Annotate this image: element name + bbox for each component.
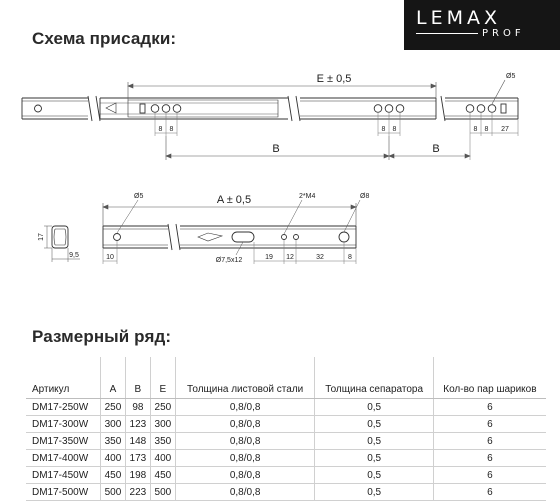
cell-b: 173 [125, 450, 150, 467]
cell-b: 198 [125, 467, 150, 484]
table-row [26, 484, 546, 501]
rail-bottom [103, 224, 356, 250]
size-table [26, 357, 546, 501]
spacing-label-4: 8 [392, 126, 397, 133]
m4-label: 2*M4 [299, 193, 316, 200]
cell-balls: 6 [433, 450, 546, 467]
rail-bottom-latch [198, 233, 222, 241]
cell-e: 350 [150, 433, 175, 450]
cell-steel: 0,8/0,8 [175, 433, 315, 450]
cell-balls: 6 [433, 433, 546, 450]
spacing-label-5: 8 [473, 126, 478, 133]
cell-article: DM17-500W [26, 484, 100, 501]
cell-balls: 6 [433, 416, 546, 433]
dimension-b-label-2: B [432, 143, 440, 155]
cell-b: 98 [125, 399, 150, 416]
cell-a: 300 [100, 416, 125, 433]
spacing-label-6: 8 [484, 126, 489, 133]
brand-logo [404, 0, 560, 50]
rail-latch [106, 103, 116, 113]
spacing-label-1: 8 [158, 126, 163, 133]
table-row [26, 433, 546, 450]
rail-slot-right [501, 104, 506, 113]
bottom-leaders [117, 200, 360, 255]
logo-brand-text: LEMAX [416, 7, 501, 29]
dimension-b-label-1: B [272, 143, 280, 155]
logo-sub-text: PROF [482, 28, 525, 39]
cell-steel: 0,8/0,8 [175, 399, 315, 416]
dimension-e [128, 82, 436, 100]
cell-article: DM17-250W [26, 399, 100, 416]
dimension-b [166, 136, 470, 160]
cell-article: DM17-300W [26, 416, 100, 433]
cell-article: DM17-350W [26, 433, 100, 450]
cell-a: 350 [100, 433, 125, 450]
dimension-e-label: E ± 0,5 [316, 73, 352, 85]
col-header-article: Артикул [26, 357, 100, 399]
col-header-b: B [125, 357, 150, 399]
cell-balls: 6 [433, 399, 546, 416]
spacing-label-3: 8 [381, 126, 386, 133]
cell-separator: 0,5 [315, 399, 433, 416]
cell-a: 500 [100, 484, 125, 501]
dimension-a-label: A ± 0,5 [216, 194, 252, 206]
table-row [26, 450, 546, 467]
cell-a: 450 [100, 467, 125, 484]
size-range-title: Размерный ряд: [32, 327, 172, 346]
cell-b: 223 [125, 484, 150, 501]
profile-width-label: 9,5 [69, 252, 79, 259]
chain-label-32: 32 [316, 254, 324, 261]
logo-rule [416, 33, 478, 34]
table-header-row [26, 357, 546, 399]
cell-a: 400 [100, 450, 125, 467]
profile-height-label: 17 [38, 233, 45, 241]
hole-small-label: Ø5 [134, 193, 144, 200]
drilling-scheme-title: Схема присадки: [32, 29, 177, 48]
dimension-a [103, 203, 356, 226]
cell-steel: 0,8/0,8 [175, 484, 315, 501]
top-hole-label: Ø5 [506, 73, 516, 80]
cell-article: DM17-400W [26, 450, 100, 467]
chain-label-19: 19 [265, 254, 273, 261]
chain-label-10: 10 [106, 254, 114, 261]
table-row [26, 416, 546, 433]
spacing-label-2: 8 [169, 126, 174, 133]
col-header-e: E [150, 357, 175, 399]
rail-hole-5 [385, 105, 393, 113]
cell-balls: 6 [433, 467, 546, 484]
rail-hole-7 [466, 105, 474, 113]
cell-steel: 0,8/0,8 [175, 416, 315, 433]
spacing-lines-right [470, 113, 518, 160]
hole-large-label: Ø8 [360, 193, 370, 200]
top-hole-leader [492, 80, 505, 104]
cell-b: 123 [125, 416, 150, 433]
rail-slot-left [140, 104, 145, 113]
rail-hole-1 [151, 105, 159, 113]
cell-article: DM17-450W [26, 467, 100, 484]
cell-separator: 0,5 [315, 416, 433, 433]
rail-bottom-hole-small [114, 234, 121, 241]
end-offset-label: 27 [501, 126, 509, 133]
table-row [26, 399, 546, 416]
cell-e: 450 [150, 467, 175, 484]
cell-separator: 0,5 [315, 433, 433, 450]
cell-separator: 0,5 [315, 467, 433, 484]
rail-hole-8 [477, 105, 485, 113]
col-header-separator-thickness: Толщина сепаратора [315, 357, 433, 399]
rail-left-hole [35, 105, 42, 112]
rail-hole-9 [488, 105, 496, 113]
cell-e: 300 [150, 416, 175, 433]
rail-top [22, 96, 518, 121]
rail-hole-3 [173, 105, 181, 113]
cell-a: 250 [100, 399, 125, 416]
rail-bottom-slot [232, 232, 254, 242]
cell-separator: 0,5 [315, 450, 433, 467]
rail-hole-2 [162, 105, 170, 113]
cell-balls: 6 [433, 484, 546, 501]
slot-label: Ø7,5x12 [215, 257, 243, 264]
cell-b: 148 [125, 433, 150, 450]
cell-separator: 0,5 [315, 484, 433, 501]
cell-e: 400 [150, 450, 175, 467]
col-header-steel-thickness: Толщина листовой стали [175, 357, 315, 399]
rail-bottom-hole-large [339, 232, 349, 242]
col-header-a: A [100, 357, 125, 399]
cell-steel: 0,8/0,8 [175, 467, 315, 484]
chain-label-12: 12 [286, 254, 294, 261]
rail-bottom-m4-2 [294, 235, 299, 240]
chain-label-8: 8 [348, 254, 352, 261]
rail-hole-6 [396, 105, 404, 113]
profile-cross-section [52, 226, 68, 248]
rail-hole-4 [374, 105, 382, 113]
cell-e: 250 [150, 399, 175, 416]
rail-bottom-m4-1 [282, 235, 287, 240]
drilling-scheme-drawing [0, 52, 560, 272]
cell-steel: 0,8/0,8 [175, 450, 315, 467]
table-row [26, 467, 546, 484]
cell-e: 500 [150, 484, 175, 501]
col-header-ball-pairs: Кол-во пар шариков [433, 357, 546, 399]
